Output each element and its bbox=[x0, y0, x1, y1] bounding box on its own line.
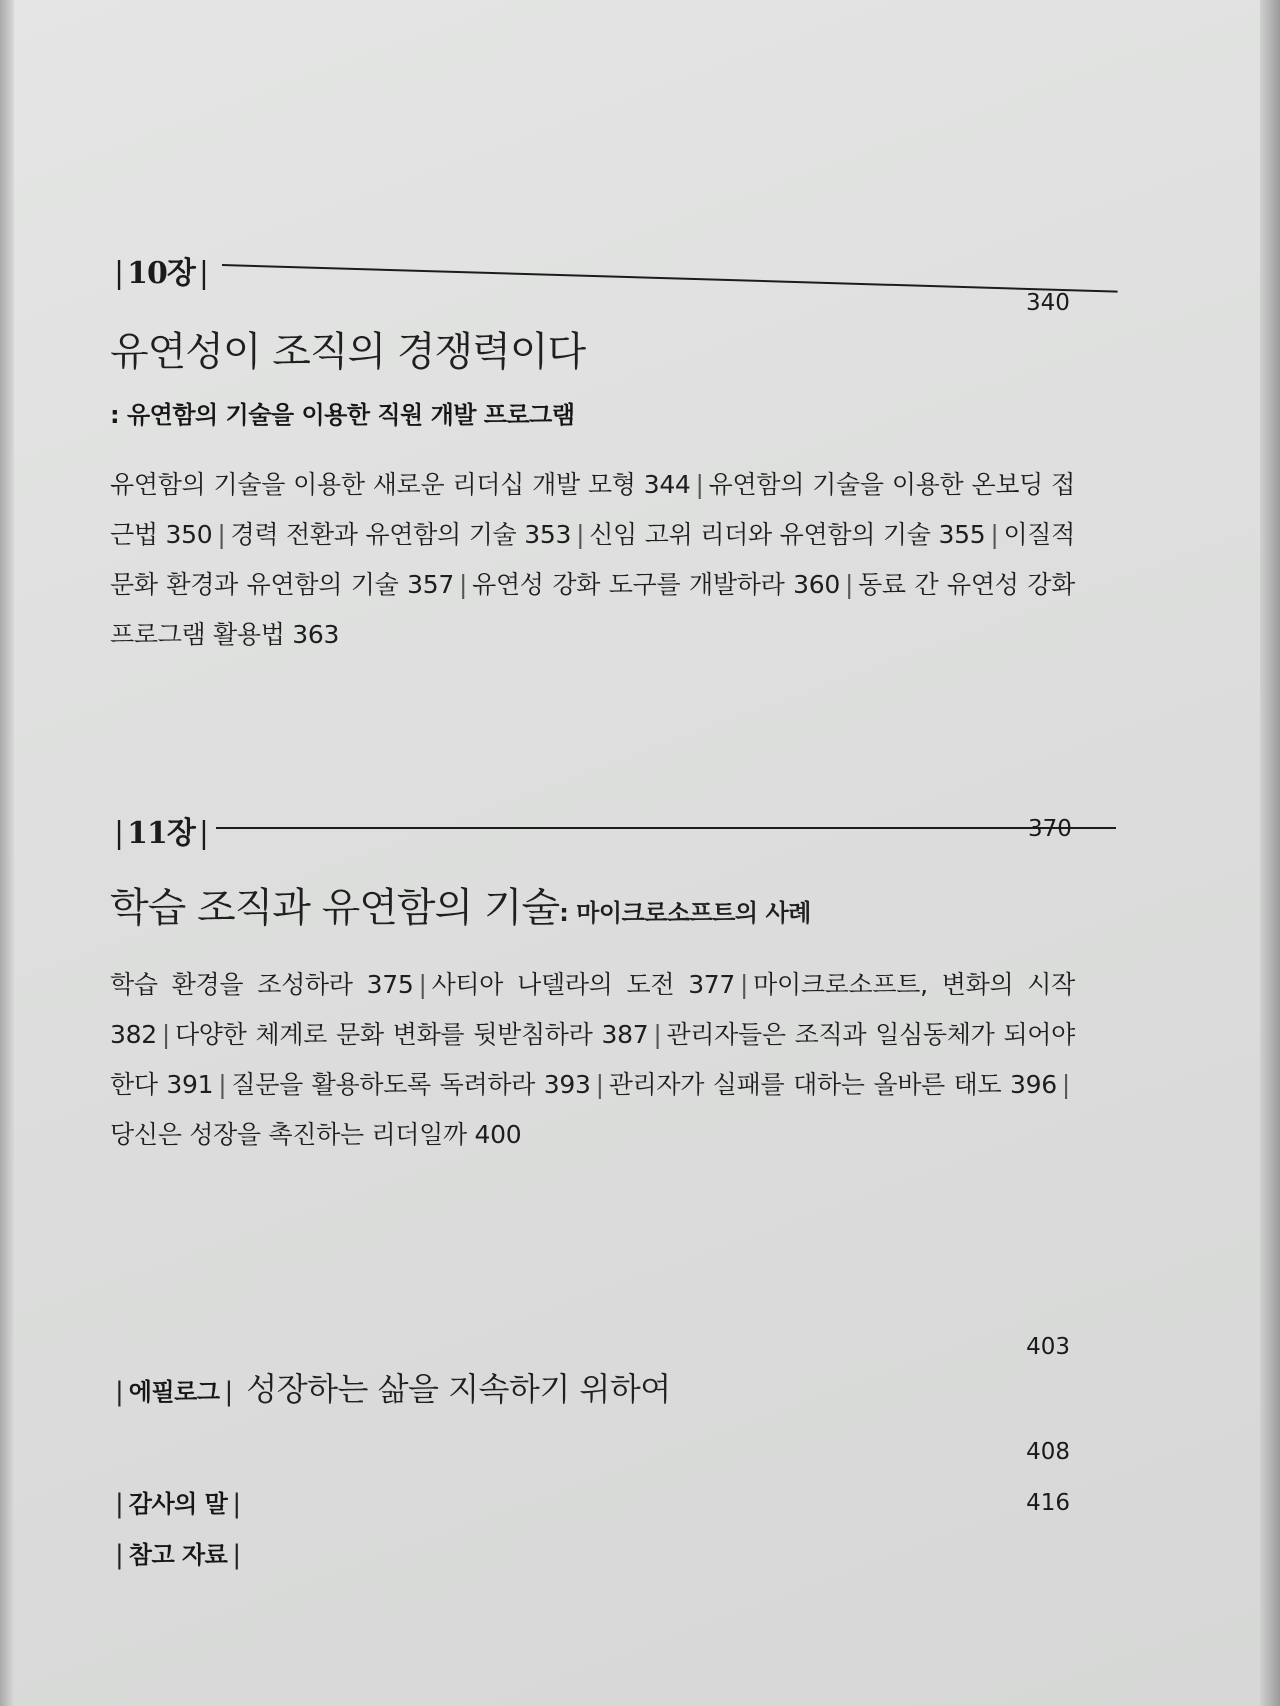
section-item: 사티아 나델라의 도전 377 bbox=[431, 970, 736, 999]
acknowledgements-label: 감사의 말 bbox=[128, 1490, 228, 1518]
acknowledgements-entry: | 감사의 말 | bbox=[115, 1489, 242, 1519]
section-item: 학습 환경을 조성하라 375 bbox=[110, 970, 414, 999]
epilogue-title: 성장하는 삶을 지속하기 위하여 bbox=[246, 1370, 671, 1408]
section-item: 유연성 강화 도구를 개발하라 360 bbox=[472, 570, 840, 599]
chapter-10-subtitle: : 유연함의 기술을 이용한 직원 개발 프로그램 bbox=[110, 401, 575, 429]
separator: | bbox=[740, 970, 749, 999]
chapter-11-sections bbox=[110, 960, 1075, 1160]
chapter-11-title-text: 학습 조직과 유연함의 기술 bbox=[110, 885, 560, 931]
section-item: 질문을 활용하도록 독려하라 393 bbox=[231, 1070, 591, 1099]
acknowledgements-page: 408 bbox=[1026, 1439, 1070, 1465]
chapter-10-sections bbox=[110, 460, 1075, 660]
section-item: 마이크로소프트, 변화의 시작 382 bbox=[110, 970, 1075, 1049]
separator: | bbox=[844, 570, 854, 599]
chapter-11-label-wrap: | 11장 | bbox=[114, 816, 208, 851]
section-item: 이질적 문화 환경과 유연함의 기술 357 bbox=[110, 520, 1075, 599]
separator: | bbox=[1061, 1070, 1070, 1099]
separator: | bbox=[458, 570, 468, 599]
separator: | bbox=[217, 520, 226, 549]
section-item: 동료 간 유연성 강화 프로그램 활용법 363 bbox=[110, 570, 1075, 649]
separator: | bbox=[990, 520, 999, 549]
separator: | bbox=[418, 970, 427, 999]
separator: | bbox=[161, 1020, 170, 1049]
book-page-edge bbox=[1260, 0, 1280, 1706]
separator: | bbox=[695, 470, 704, 499]
separator: | bbox=[595, 1070, 604, 1099]
separator: | bbox=[218, 1070, 227, 1099]
chapter-11-title bbox=[110, 876, 811, 933]
separator: | bbox=[653, 1020, 662, 1049]
references-page: 416 bbox=[1026, 1490, 1070, 1516]
chapter-11-subtitle: : 마이크로소프트의 사례 bbox=[559, 899, 811, 927]
section-item: 당신은 성장을 촉진하는 리더일까 400 bbox=[110, 1120, 522, 1149]
section-item: 관리자가 실패를 대하는 올바른 태도 396 bbox=[608, 1070, 1057, 1099]
chapter-10-label-wrap: | 10장 | bbox=[114, 256, 208, 291]
chapter-11-rule bbox=[216, 827, 1116, 829]
section-item: 관리자들은 조직과 일심동체가 되어야 한다 391 bbox=[110, 1020, 1075, 1099]
references-label: 참고 자료 bbox=[128, 1541, 228, 1569]
separator: | bbox=[576, 520, 585, 549]
section-item: 경력 전환과 유연함의 기술 353 bbox=[230, 520, 572, 549]
section-item: 유연함의 기술을 이용한 온보딩 접근법 350 bbox=[110, 470, 1075, 549]
chapter-10-label: 10장 bbox=[127, 256, 195, 291]
chapter-11-header bbox=[110, 808, 1072, 851]
chapter-11-page: 370 bbox=[1028, 816, 1072, 842]
epilogue-entry: | 에필로그 | 성장하는 삶을 지속하기 위하여 bbox=[115, 1370, 671, 1408]
book-gutter-shadow bbox=[0, 0, 14, 1706]
section-item: 다양한 체계로 문화 변화를 뒷받침하라 387 bbox=[174, 1020, 649, 1049]
section-item: 유연함의 기술을 이용한 새로운 리더십 개발 모형 344 bbox=[110, 470, 691, 499]
chapter-10-page: 340 bbox=[1026, 290, 1070, 316]
references-entry: | 참고 자료 | bbox=[115, 1540, 242, 1570]
section-item: 신임 고위 리더와 유연함의 기술 355 bbox=[589, 520, 986, 549]
chapter-10-header bbox=[110, 248, 1070, 316]
epilogue-label: 에필로그 bbox=[128, 1378, 220, 1406]
epilogue-page: 403 bbox=[1026, 1334, 1070, 1360]
chapter-11-label: 11장 bbox=[127, 816, 195, 851]
chapter-10-title: 유연성이 조직의 경쟁력이다 bbox=[110, 329, 586, 375]
